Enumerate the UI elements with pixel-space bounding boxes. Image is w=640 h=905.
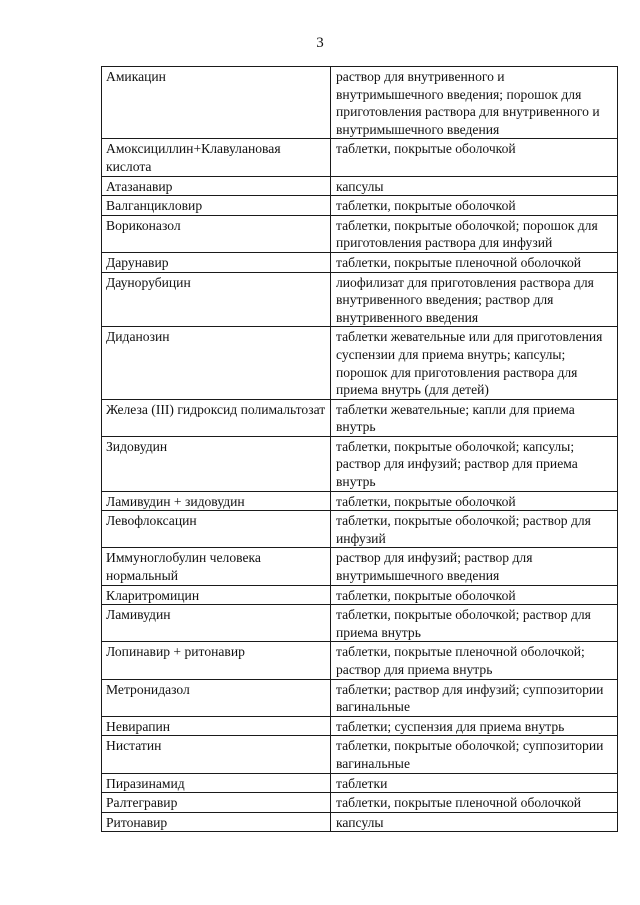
- dosage-form: таблетки, покрытые оболочкой; суппозитории вагинальные: [331, 736, 618, 773]
- drug-name: Зидовудин: [102, 436, 331, 491]
- drug-name: Дарунавир: [102, 252, 331, 272]
- drug-name: Невирапин: [102, 716, 331, 736]
- drug-name: Ритонавир: [102, 812, 331, 832]
- dosage-form: таблетки жевательные; капли для приема внутрь: [331, 399, 618, 436]
- dosage-form: капсулы: [331, 176, 618, 196]
- drug-name: Амоксициллин+Клавулановая кислота: [102, 139, 331, 176]
- table-row: [102, 812, 618, 832]
- dosage-form: таблетки жевательные или для приготовления суспензии для приема внутрь; капсулы; порошок для приготовления раствора для приема внутрь (для детей): [331, 327, 618, 399]
- dosage-form: таблетки, покрытые оболочкой; капсулы; раствор для инфузий; раствор для приема внутрь: [331, 436, 618, 491]
- table-row: [102, 736, 618, 773]
- drug-name: Ралтегравир: [102, 793, 331, 813]
- drug-name: Амикацин: [102, 67, 331, 139]
- table-row: [102, 436, 618, 491]
- table-row: [102, 139, 618, 176]
- dosage-form: таблетки; суспензия для приема внутрь: [331, 716, 618, 736]
- table-row: [102, 215, 618, 252]
- dosage-form: таблетки, покрытые оболочкой: [331, 139, 618, 176]
- table-row: [102, 252, 618, 272]
- drug-name: Ламивудин: [102, 605, 331, 642]
- drug-name: Ламивудин + зидовудин: [102, 491, 331, 511]
- table-row: [102, 793, 618, 813]
- drug-name: Вориконазол: [102, 215, 331, 252]
- table-row: [102, 196, 618, 216]
- table-row: [102, 272, 618, 327]
- table-row: [102, 548, 618, 585]
- dosage-form: таблетки, покрытые оболочкой: [331, 585, 618, 605]
- drug-name: Валганцикловир: [102, 196, 331, 216]
- drug-name: Кларитромицин: [102, 585, 331, 605]
- drug-name: Атазанавир: [102, 176, 331, 196]
- dosage-form: раствор для внутривенного и внутримышечного введения; порошок для приготовления раствора для внутривенного и внутримышечного введения: [331, 67, 618, 139]
- table-row: [102, 399, 618, 436]
- table-row: [102, 327, 618, 399]
- table-row: [102, 491, 618, 511]
- dosage-form: таблетки, покрытые пленочной оболочкой: [331, 252, 618, 272]
- dosage-form: таблетки; раствор для инфузий; суппозитории вагинальные: [331, 679, 618, 716]
- dosage-form: таблетки, покрытые оболочкой: [331, 491, 618, 511]
- drug-name: Железа (III) гидроксид полимальтозат: [102, 399, 331, 436]
- table-row: [102, 642, 618, 679]
- dosage-form: таблетки: [331, 773, 618, 793]
- dosage-form: таблетки, покрытые оболочкой; раствор для инфузий: [331, 511, 618, 548]
- table-row: [102, 585, 618, 605]
- dosage-form: таблетки, покрытые оболочкой; порошок для приготовления раствора для инфузий: [331, 215, 618, 252]
- table-row: [102, 773, 618, 793]
- dosage-form: таблетки, покрытые пленочной оболочкой: [331, 793, 618, 813]
- table-row: [102, 716, 618, 736]
- drug-name: Даунорубицин: [102, 272, 331, 327]
- dosage-form: таблетки, покрытые пленочной оболочкой; раствор для приема внутрь: [331, 642, 618, 679]
- table-row: [102, 605, 618, 642]
- drug-name: Диданозин: [102, 327, 331, 399]
- drug-name: Лопинавир + ритонавир: [102, 642, 331, 679]
- drug-name: Нистатин: [102, 736, 331, 773]
- drug-name: Метронидазол: [102, 679, 331, 716]
- page-number: 3: [316, 35, 324, 51]
- drug-name: Иммуноглобулин человека нормальный: [102, 548, 331, 585]
- dosage-form: таблетки, покрытые оболочкой: [331, 196, 618, 216]
- drug-table: [101, 66, 618, 832]
- dosage-form: таблетки, покрытые оболочкой; раствор для приема внутрь: [331, 605, 618, 642]
- drug-name: Пиразинамид: [102, 773, 331, 793]
- table-row: [102, 511, 618, 548]
- table-row: [102, 176, 618, 196]
- table-row: [102, 679, 618, 716]
- drug-name: Левофлоксацин: [102, 511, 331, 548]
- dosage-form: лиофилизат для приготовления раствора для внутривенного введения; раствор для внутривенного введения: [331, 272, 618, 327]
- table-row: [102, 67, 618, 139]
- dosage-form: капсулы: [331, 812, 618, 832]
- dosage-form: раствор для инфузий; раствор для внутримышечного введения: [331, 548, 618, 585]
